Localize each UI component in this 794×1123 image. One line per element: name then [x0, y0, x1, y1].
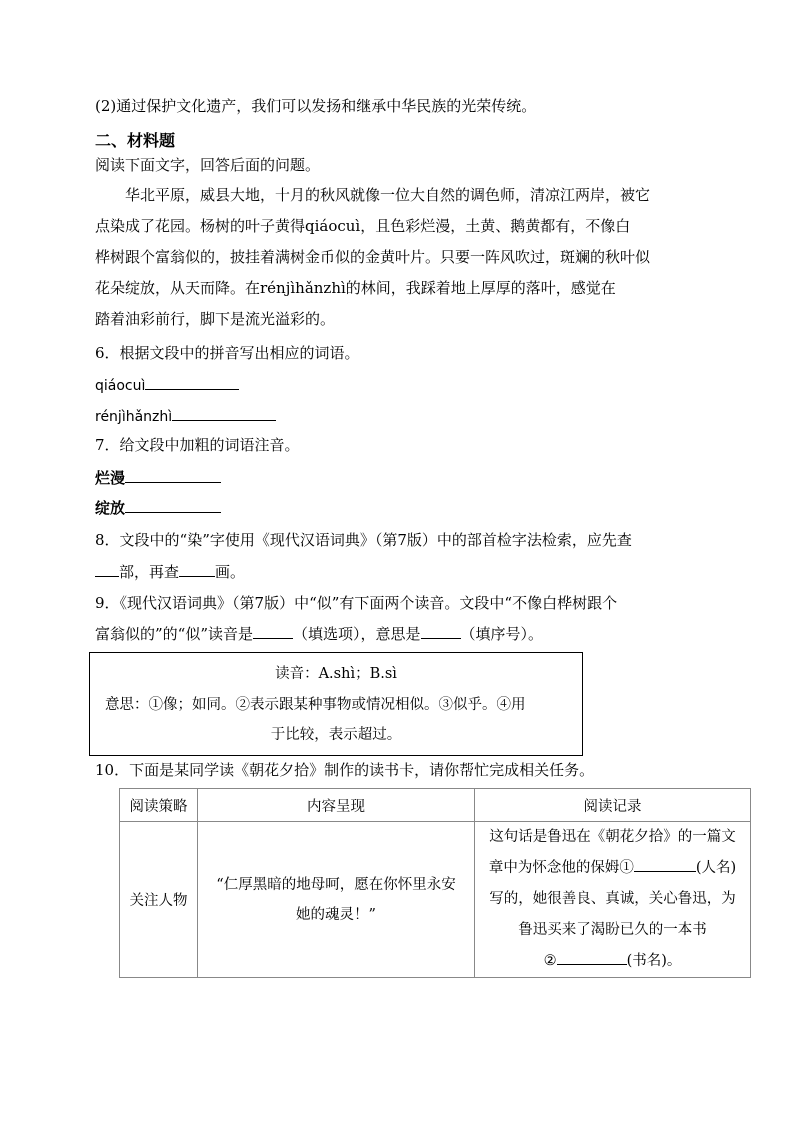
question-9: 9．《现代汉语词典》（第7版）中“似”有下面两个读音。文段中“不像白桦树跟个	[95, 594, 618, 612]
q7-answer-b	[95, 498, 221, 518]
question-10: 10．下面是某同学读《朝花夕拾》制作的读书卡，请你帮忙完成相关任务。	[95, 761, 595, 779]
answer-blank[interactable]	[125, 498, 221, 513]
content-line: 她的魂灵！”	[296, 906, 376, 923]
answer-blank[interactable]	[172, 406, 276, 421]
dictionary-box	[89, 652, 583, 756]
q8-text-a: 部，再查	[119, 563, 180, 581]
record-line: 这句话是鲁迅在《朝花夕拾》的一篇文	[489, 829, 736, 845]
q9-text-b: （填选项），意思是	[293, 625, 421, 643]
q6-answer-b	[95, 406, 276, 427]
cell-record	[475, 822, 751, 978]
record-text: (人名)	[695, 860, 737, 876]
q8-text-b: 画。	[215, 563, 246, 581]
q6-answer-a	[95, 375, 239, 396]
record-line: 鲁迅买来了渴盼已久的一本书	[518, 922, 707, 938]
passage-line: 华北平原，威县大地，十月的秋风就像一位大自然的调色师，清凉江两岸，被它	[95, 186, 651, 204]
record-line: 写的，她很善良、真诚，关心鲁迅，为	[489, 891, 736, 907]
q7-label-b: 绽放	[95, 499, 126, 517]
header-record: 阅读记录	[475, 789, 751, 822]
passage-line: 花朵绽放，从天而降。在rénjìhǎnzhì的林间，我踩着地上厚厚的落叶，感觉在	[95, 279, 616, 297]
record-text: 章中为怀念他的保姆①	[488, 860, 634, 876]
record-text: (书名)。	[626, 953, 682, 969]
header-content: 内容呈现	[198, 789, 475, 822]
reading-card-table	[119, 788, 751, 978]
question-8: 8．文段中的“染”字使用《现代汉语词典》（第7版）中的部首检字法检索，应先查	[95, 531, 632, 549]
q7-label-a: 烂漫	[95, 469, 126, 487]
previous-answer: (2)通过保护文化遗产，我们可以发扬和继承中华民族的光荣传统。	[95, 97, 537, 115]
answer-blank[interactable]	[95, 562, 119, 577]
q9-text-c: （填序号）。	[460, 625, 544, 643]
box-meaning-2: 于比较，表示超过。	[270, 727, 402, 743]
record-line	[475, 946, 750, 977]
answer-blank[interactable]	[421, 624, 461, 639]
cell-strategy: 关注人物	[120, 822, 198, 978]
instruction: 阅读下面文字，回答后面的问题。	[95, 156, 321, 174]
passage-line: 点染成了花园。杨树的叶子黄得qiáocuì，且色彩烂漫，土黄、鹅黄都有，不像白	[95, 217, 631, 235]
q9-text-a: 富翁似的”的“似”读音是	[95, 625, 254, 643]
record-text: ②	[543, 953, 557, 969]
answer-blank[interactable]	[125, 468, 221, 483]
question-6: 6．根据文段中的拼音写出相应的词语。	[95, 344, 360, 362]
content-line: “仁厚黑暗的地母呵，愿在你怀里永安	[216, 876, 456, 893]
q6-label-b: rénjìhǎnzhì	[95, 409, 173, 425]
table-header-row	[120, 789, 751, 822]
passage-line: 踏着油彩前行，脚下是流光溢彩的。	[95, 310, 336, 328]
answer-blank[interactable]	[179, 562, 215, 577]
passage-line: 桦树跟个富翁似的，披挂着满树金币似的金黄叶片。只要一阵风吹过，斑斓的秋叶似	[95, 248, 651, 266]
question-9-cont	[95, 624, 543, 644]
answer-blank[interactable]	[253, 624, 293, 639]
answer-blank[interactable]	[634, 857, 696, 872]
q6-label-a: qiáocuì	[95, 378, 146, 394]
box-meaning-1: 意思：①像；如同。②表示跟某种事物或情况相似。③似乎。④用	[105, 697, 526, 713]
header-strategy: 阅读策略	[120, 789, 198, 822]
reading-passage	[95, 180, 715, 335]
table-row	[120, 822, 751, 978]
box-pronunciation: 读音：A.shì；B.sì	[275, 666, 397, 682]
cell-content	[198, 822, 475, 978]
record-line	[475, 853, 750, 884]
q7-answer-a	[95, 468, 221, 488]
answer-blank[interactable]	[557, 950, 627, 965]
question-7: 7．给文段中加粗的词语注音。	[95, 436, 300, 454]
section-title: 二、材料题	[95, 131, 176, 150]
answer-blank[interactable]	[145, 375, 239, 390]
question-8-cont	[95, 562, 245, 582]
